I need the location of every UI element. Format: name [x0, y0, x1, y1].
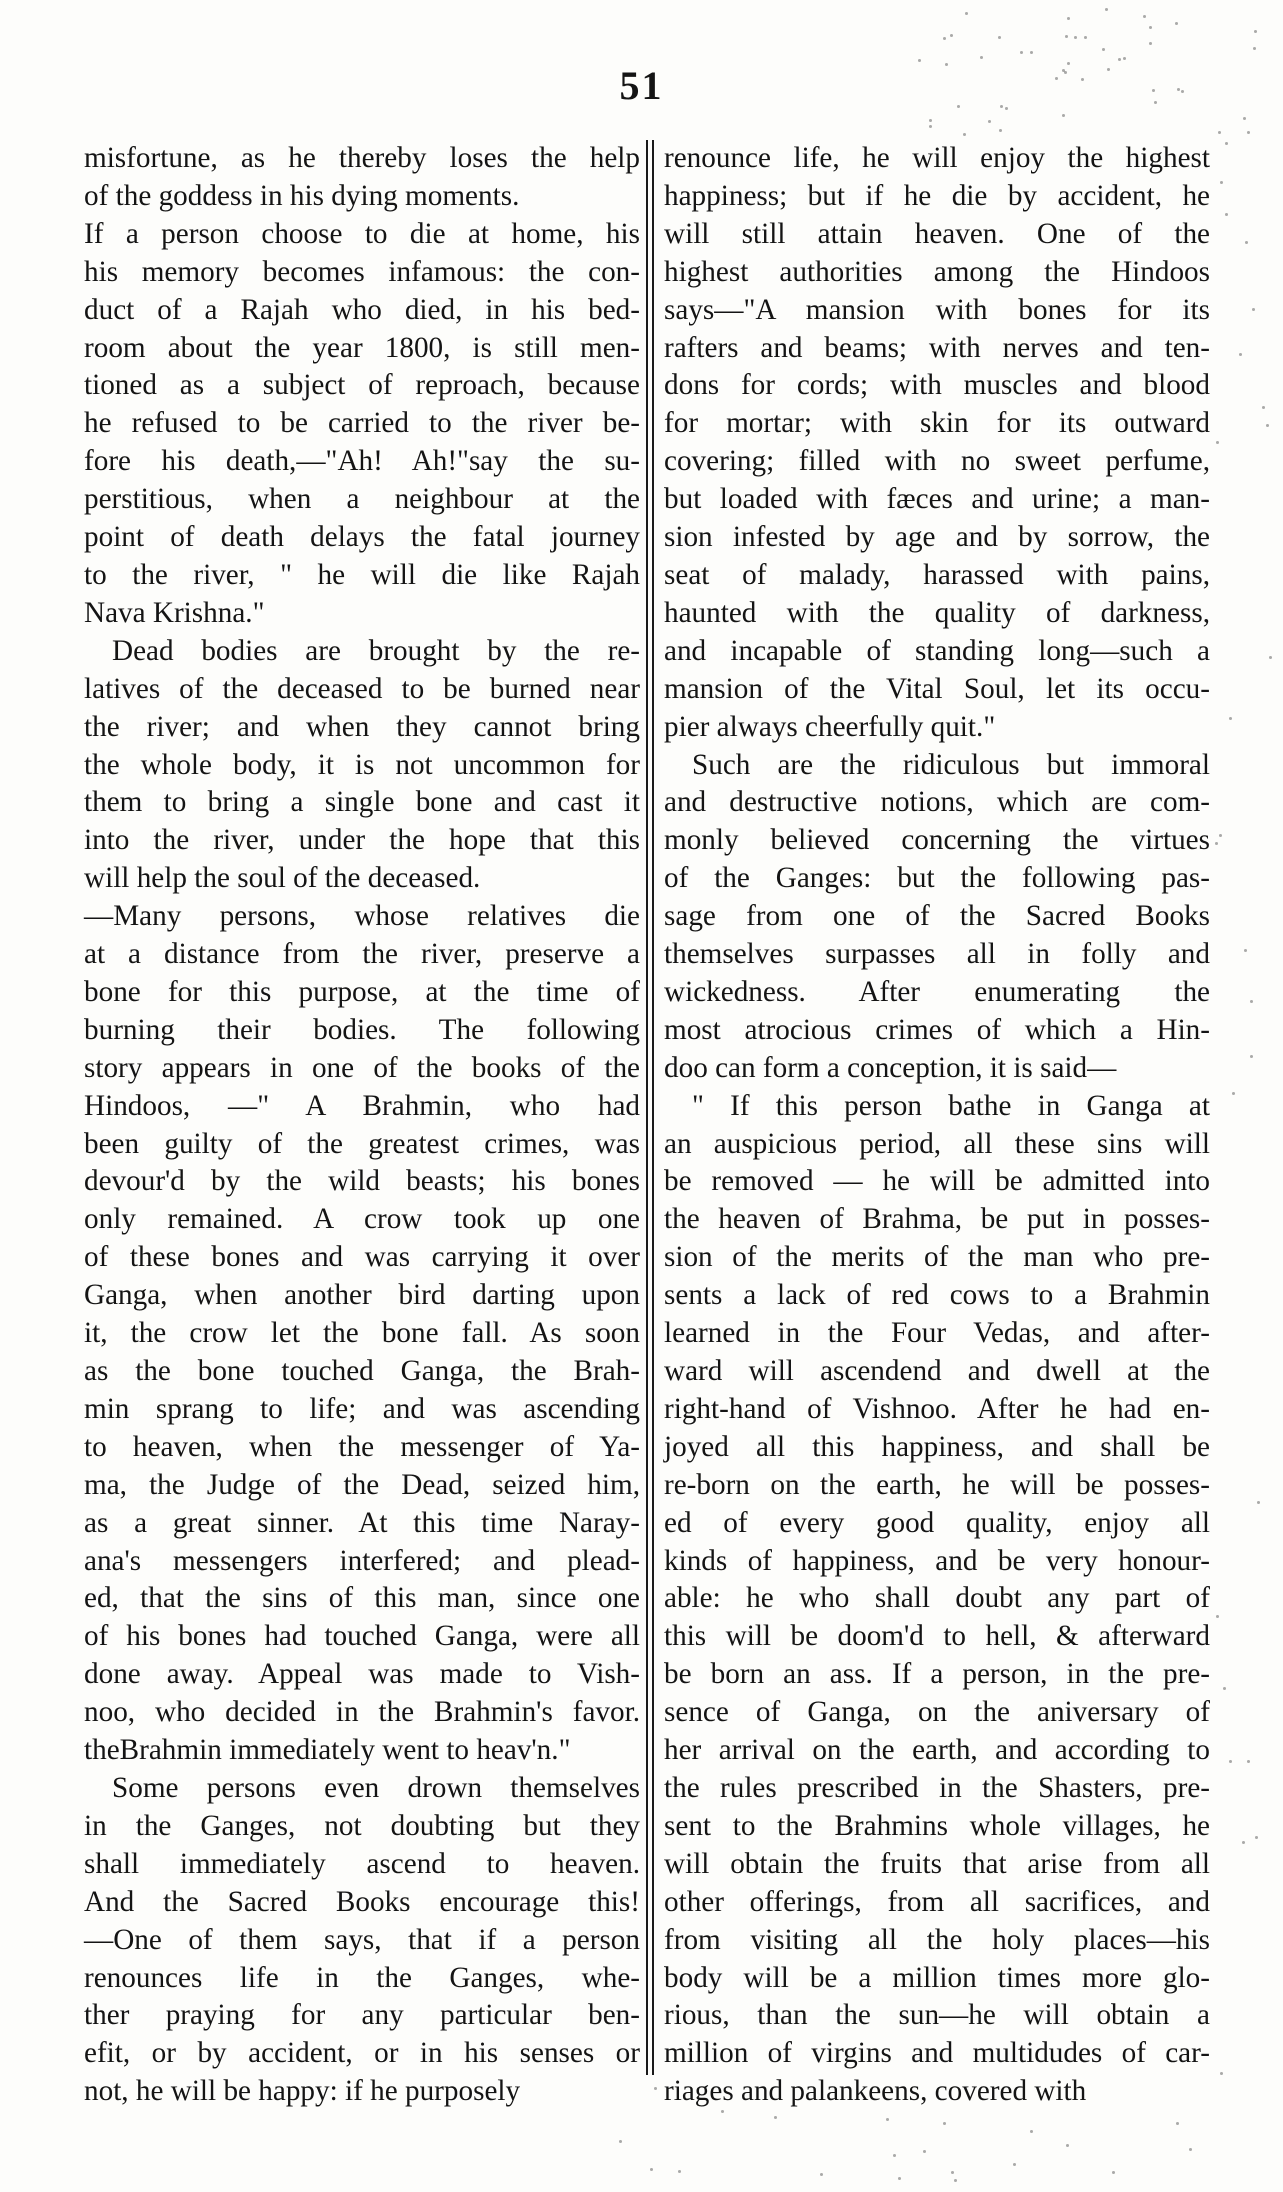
text-line: of his bones had touched Ganga, were all [84, 1620, 640, 1653]
text-line: be removed — he will be admitted into [664, 1165, 1210, 1198]
ink-speck [1218, 131, 1221, 134]
text-line: for mortar; with skin for its outward [664, 407, 1210, 440]
text-line: sage from one of the Sacred Books [664, 900, 1210, 933]
ink-speck [650, 2168, 653, 2171]
text-line: of the Ganges: but the following pas- [664, 862, 1210, 895]
text-line: them to bring a single bone and cast it [84, 786, 640, 819]
text-line: rafters and beams; with nerves and ten- [664, 331, 1210, 364]
ink-speck [1244, 949, 1247, 952]
ink-speck [1102, 48, 1105, 51]
ink-speck [1175, 22, 1178, 25]
text-line: and incapable of standing long—such a [664, 634, 1210, 667]
text-line: of the goddess in his dying moments. [84, 179, 520, 212]
text-line: he refused to be carried to the river be- [84, 407, 640, 440]
left-column [84, 140, 640, 2108]
ink-speck [820, 2173, 823, 2176]
text-line: as a great sinner. At this time Naray- [84, 1506, 640, 1539]
text-line: his memory becomes infamous: the con- [84, 255, 640, 288]
text-line: sion of the merits of the man who pre- [664, 1241, 1210, 1274]
ink-speck [1216, 1615, 1219, 1618]
ink-speck [1215, 842, 1218, 845]
ink-speck [950, 34, 953, 37]
ink-speck [965, 12, 968, 15]
ink-speck [1262, 406, 1265, 409]
ink-speck [943, 2122, 946, 2125]
ink-speck [1055, 77, 1058, 80]
text-line: will still attain heaven. One of the [664, 217, 1210, 250]
text-line: of these bones and was carrying it over [84, 1241, 640, 1274]
text-line: been guilty of the greatest crimes, was [84, 1127, 640, 1160]
text-line: re-born on the earth, he will be posses- [664, 1468, 1210, 1501]
text-line: seat of malady, harassed with pains, [664, 558, 1210, 591]
text-line: duct of a Rajah who died, in his bed- [84, 293, 640, 326]
text-line: an auspicious period, all these sins will [664, 1127, 1210, 1160]
ink-speck [1219, 834, 1222, 837]
ink-speck [1030, 51, 1033, 54]
text-line: Ganga, when another bird darting upon [84, 1279, 640, 1312]
ink-speck [1247, 131, 1250, 134]
ink-speck [1118, 58, 1121, 61]
text-line: story appears in one of the books of the [84, 1051, 640, 1084]
text-line: the rules prescribed in the Shasters, pre- [664, 1771, 1210, 1804]
text-line: Nava Krishna." [84, 596, 265, 629]
text-line: will help the soul of the deceased. [84, 862, 481, 895]
text-line: Dead bodies are brought by the re- [112, 634, 640, 667]
text-line: into the river, under the hope that this [84, 824, 640, 857]
text-line: room about the year 1800, is still men- [84, 331, 640, 364]
ink-speck [886, 2118, 889, 2121]
text-line: sion infested by age and by sorrow, the [664, 521, 1210, 554]
column-divider-rule-second [652, 140, 654, 2075]
ink-speck [1223, 1687, 1226, 1690]
ink-speck [774, 2116, 777, 2119]
ink-speck [999, 129, 1002, 132]
text-line: million of virgins and multidudes of car- [664, 2037, 1210, 2070]
text-line: will obtain the fruits that arise from all [664, 1847, 1210, 1880]
text-line: right-hand of Vishnoo. After he had en- [664, 1392, 1210, 1425]
ink-speck [1216, 441, 1219, 444]
text-line: in the Ganges, not doubting but they [84, 1809, 640, 1842]
ink-speck [721, 2110, 724, 2113]
text-line: misfortune, as he thereby loses the help [84, 142, 640, 174]
text-line: " If this person bathe in Ganga at [692, 1089, 1210, 1122]
text-line: the heaven of Brahma, be put in posses- [664, 1203, 1210, 1236]
ink-speck [963, 133, 966, 136]
ink-speck [1065, 35, 1068, 38]
text-line: min sprang to life; and was ascending [84, 1392, 640, 1425]
ink-speck [1266, 424, 1269, 427]
text-line: noo, who decided in the Brahmin's favor. [84, 1696, 640, 1729]
ink-speck [678, 2170, 681, 2173]
ink-speck [951, 2171, 954, 2174]
text-line: says—"A mansion with bones for its [664, 293, 1210, 326]
ink-speck [943, 37, 946, 40]
ink-speck [1154, 101, 1157, 104]
text-line: learned in the Four Vedas, and after- [664, 1317, 1210, 1350]
text-line: tioned as a subject of reproach, because [84, 369, 640, 402]
ink-speck [1005, 107, 1008, 110]
ink-speck [898, 2177, 901, 2180]
page-number: 51 [619, 63, 664, 108]
text-line: ma, the Judge of the Dead, seized him, [84, 1468, 640, 1501]
ink-speck [945, 63, 948, 66]
text-line: doo can form a conception, it is said— [664, 1051, 1117, 1084]
text-line: riages and palankeens, covered with [664, 2075, 1087, 2108]
text-line: mansion of the Vital Soul, let its occu- [664, 672, 1210, 705]
text-line: ed of every good quality, enjoy all [664, 1506, 1210, 1539]
ink-speck [1143, 15, 1146, 18]
text-line: monly believed concerning the virtues [664, 824, 1210, 857]
ink-speck [954, 2179, 957, 2182]
text-line: And the Sacred Books encourage this! [84, 1885, 640, 1918]
ink-speck [1149, 26, 1152, 29]
ink-speck [929, 125, 932, 128]
text-line: the whole body, it is not uncommon for [84, 748, 640, 781]
ink-speck [988, 120, 991, 123]
column-divider-rule [646, 140, 648, 2075]
text-line: from visiting all the holy places—his [664, 1923, 1210, 1956]
text-line: able: he who shall doubt any part of [664, 1582, 1210, 1615]
ink-speck [619, 2140, 622, 2143]
ink-speck [923, 2150, 926, 2153]
ink-speck [1074, 36, 1077, 39]
text-line: be born an ass. If a person, in the pre- [664, 1658, 1210, 1691]
ink-speck [1225, 213, 1228, 216]
text-line: covering; filled with no sweet perfume, [664, 445, 1210, 478]
ink-speck [1067, 62, 1070, 65]
text-line: to the river, " he will die like Rajah [84, 558, 640, 591]
ink-speck [1149, 42, 1152, 45]
ink-speck [1062, 114, 1065, 117]
text-line: pier always cheerfully quit." [664, 710, 996, 743]
text-line: as the bone touched Ganga, the Brah- [84, 1355, 640, 1387]
text-line: only remained. A crow took up one [84, 1203, 640, 1236]
text-line: ana's messengers interfered; and plead- [84, 1544, 640, 1577]
ink-speck [1232, 1092, 1235, 1095]
ink-speck [1030, 2130, 1033, 2133]
text-line: devour'd by the wild beasts; his bones [84, 1165, 640, 1198]
text-line: If a person choose to die at home, his [84, 217, 640, 250]
ink-speck [1229, 1760, 1232, 1763]
text-line: burning their bodies. The following [84, 1013, 640, 1046]
ink-speck [929, 119, 932, 122]
text-line: efit, or by accident, or in his senses or [84, 2037, 640, 2070]
text-line: not, he will be happy: if he purposely [84, 2075, 521, 2108]
ink-speck [980, 56, 983, 59]
text-line: sence of Ganga, on the aniversary of [664, 1696, 1210, 1729]
ink-speck [1229, 717, 1232, 720]
text-line: —Many persons, whose relatives die [84, 900, 640, 933]
text-line: highest authorities among the Hindoos [664, 255, 1210, 288]
ink-speck [1245, 241, 1248, 244]
ink-speck [1013, 2163, 1016, 2166]
text-line: her arrival on the earth, and according to [664, 1734, 1210, 1767]
text-line: bone for this purpose, at the time of [84, 975, 640, 1008]
text-line: latives of the deceased to be burned near [84, 672, 640, 705]
text-line: done away. Appeal was made to Vish- [84, 1658, 640, 1691]
text-line: sents a lack of red cows to a Brahmin [664, 1279, 1210, 1312]
ink-speck [1067, 17, 1070, 20]
text-line: Hindoos, —" A Brahmin, who had [84, 1089, 640, 1122]
text-line: shall immediately ascend to heaven. [84, 1847, 640, 1880]
ink-speck [1189, 2148, 1192, 2151]
ink-speck [1176, 2122, 1179, 2125]
ink-speck [1020, 51, 1023, 54]
text-line: happiness; but if he die by accident, he [664, 179, 1210, 212]
ink-speck [1250, 1055, 1253, 1058]
ink-speck [893, 2154, 896, 2157]
ink-speck [1247, 1760, 1250, 1763]
ink-speck [1250, 1000, 1253, 1003]
text-line: and destructive notions, which are com- [664, 786, 1210, 819]
ink-speck [1123, 57, 1126, 60]
text-line: perstitious, when a neighbour at the [84, 483, 640, 516]
text-line: at a distance from the river, preserve a [84, 938, 640, 971]
text-line: themselves surpasses all in folly and [664, 938, 1210, 971]
text-line: but loaded with fæces and urine; a man- [664, 483, 1210, 516]
ink-speck [1269, 656, 1272, 659]
ink-speck [1257, 1501, 1260, 1504]
text-line: to heaven, when the messenger of Ya- [84, 1430, 640, 1463]
text-line: fore his death,—"Ah! Ah!"say the su- [84, 445, 640, 478]
ink-speck [1254, 30, 1257, 33]
ink-speck [1181, 90, 1184, 93]
text-line: ward will ascendend and dwell at the [664, 1355, 1210, 1387]
ink-speck [1066, 2144, 1069, 2147]
text-line: point of death delays the fatal journey [84, 521, 640, 554]
ink-speck [1000, 105, 1003, 108]
ink-speck [1177, 88, 1180, 91]
text-line: kinds of happiness, and be very honour- [664, 1544, 1210, 1577]
ink-speck [1253, 47, 1256, 50]
text-line: body will be a million times more glo- [664, 1961, 1210, 1994]
ink-speck [1220, 2072, 1223, 2075]
text-line: most atrocious crimes of which a Hin- [664, 1013, 1210, 1046]
ink-speck [1252, 308, 1255, 311]
text-line: sent to the Brahmins whole villages, he [664, 1809, 1210, 1842]
ink-speck [1112, 2171, 1115, 2174]
text-line: theBrahmin immediately went to heav'n." [84, 1734, 571, 1767]
ink-speck [918, 59, 921, 62]
text-line: joyed all this happiness, and shall be [664, 1430, 1210, 1463]
text-line: other offerings, from all sacrifices, and [664, 1885, 1210, 1918]
ink-speck [1243, 117, 1246, 120]
ink-speck [998, 36, 1001, 39]
text-line: renounces life in the Ganges, whe- [84, 1961, 640, 1994]
ink-speck [1255, 1836, 1258, 1839]
ink-speck [1239, 353, 1242, 356]
text-line: —One of them says, that if a person [84, 1923, 640, 1956]
ink-speck [1242, 1841, 1245, 1844]
ink-speck [1084, 36, 1087, 39]
text-line: haunted with the quality of darkness, [664, 596, 1210, 629]
ink-speck [654, 2087, 657, 2090]
text-line: dons for cords; with muscles and blood [664, 369, 1210, 402]
text-line: renounce life, he will enjoy the highest [664, 142, 1210, 174]
text-line: Some persons even drown themselves [112, 1771, 640, 1804]
text-line: ed, that the sins of this man, since one [84, 1582, 640, 1615]
ink-speck [1225, 142, 1228, 145]
ink-speck [1220, 181, 1223, 184]
text-line: Such are the ridiculous but immoral [692, 748, 1210, 781]
text-line: it, the crow let the bone fall. As soon [84, 1317, 640, 1350]
text-line: the river; and when they cannot bring [84, 710, 640, 743]
text-line: ther praying for any particular ben- [84, 1999, 640, 2032]
ink-speck [1105, 8, 1108, 11]
text-line: this will be doom'd to hell, & afterward [664, 1620, 1210, 1653]
right-column [664, 140, 1210, 2108]
text-line: rious, than the sun—he will obtain a [664, 1999, 1210, 2032]
text-line: wickedness. After enumerating the [664, 975, 1210, 1008]
